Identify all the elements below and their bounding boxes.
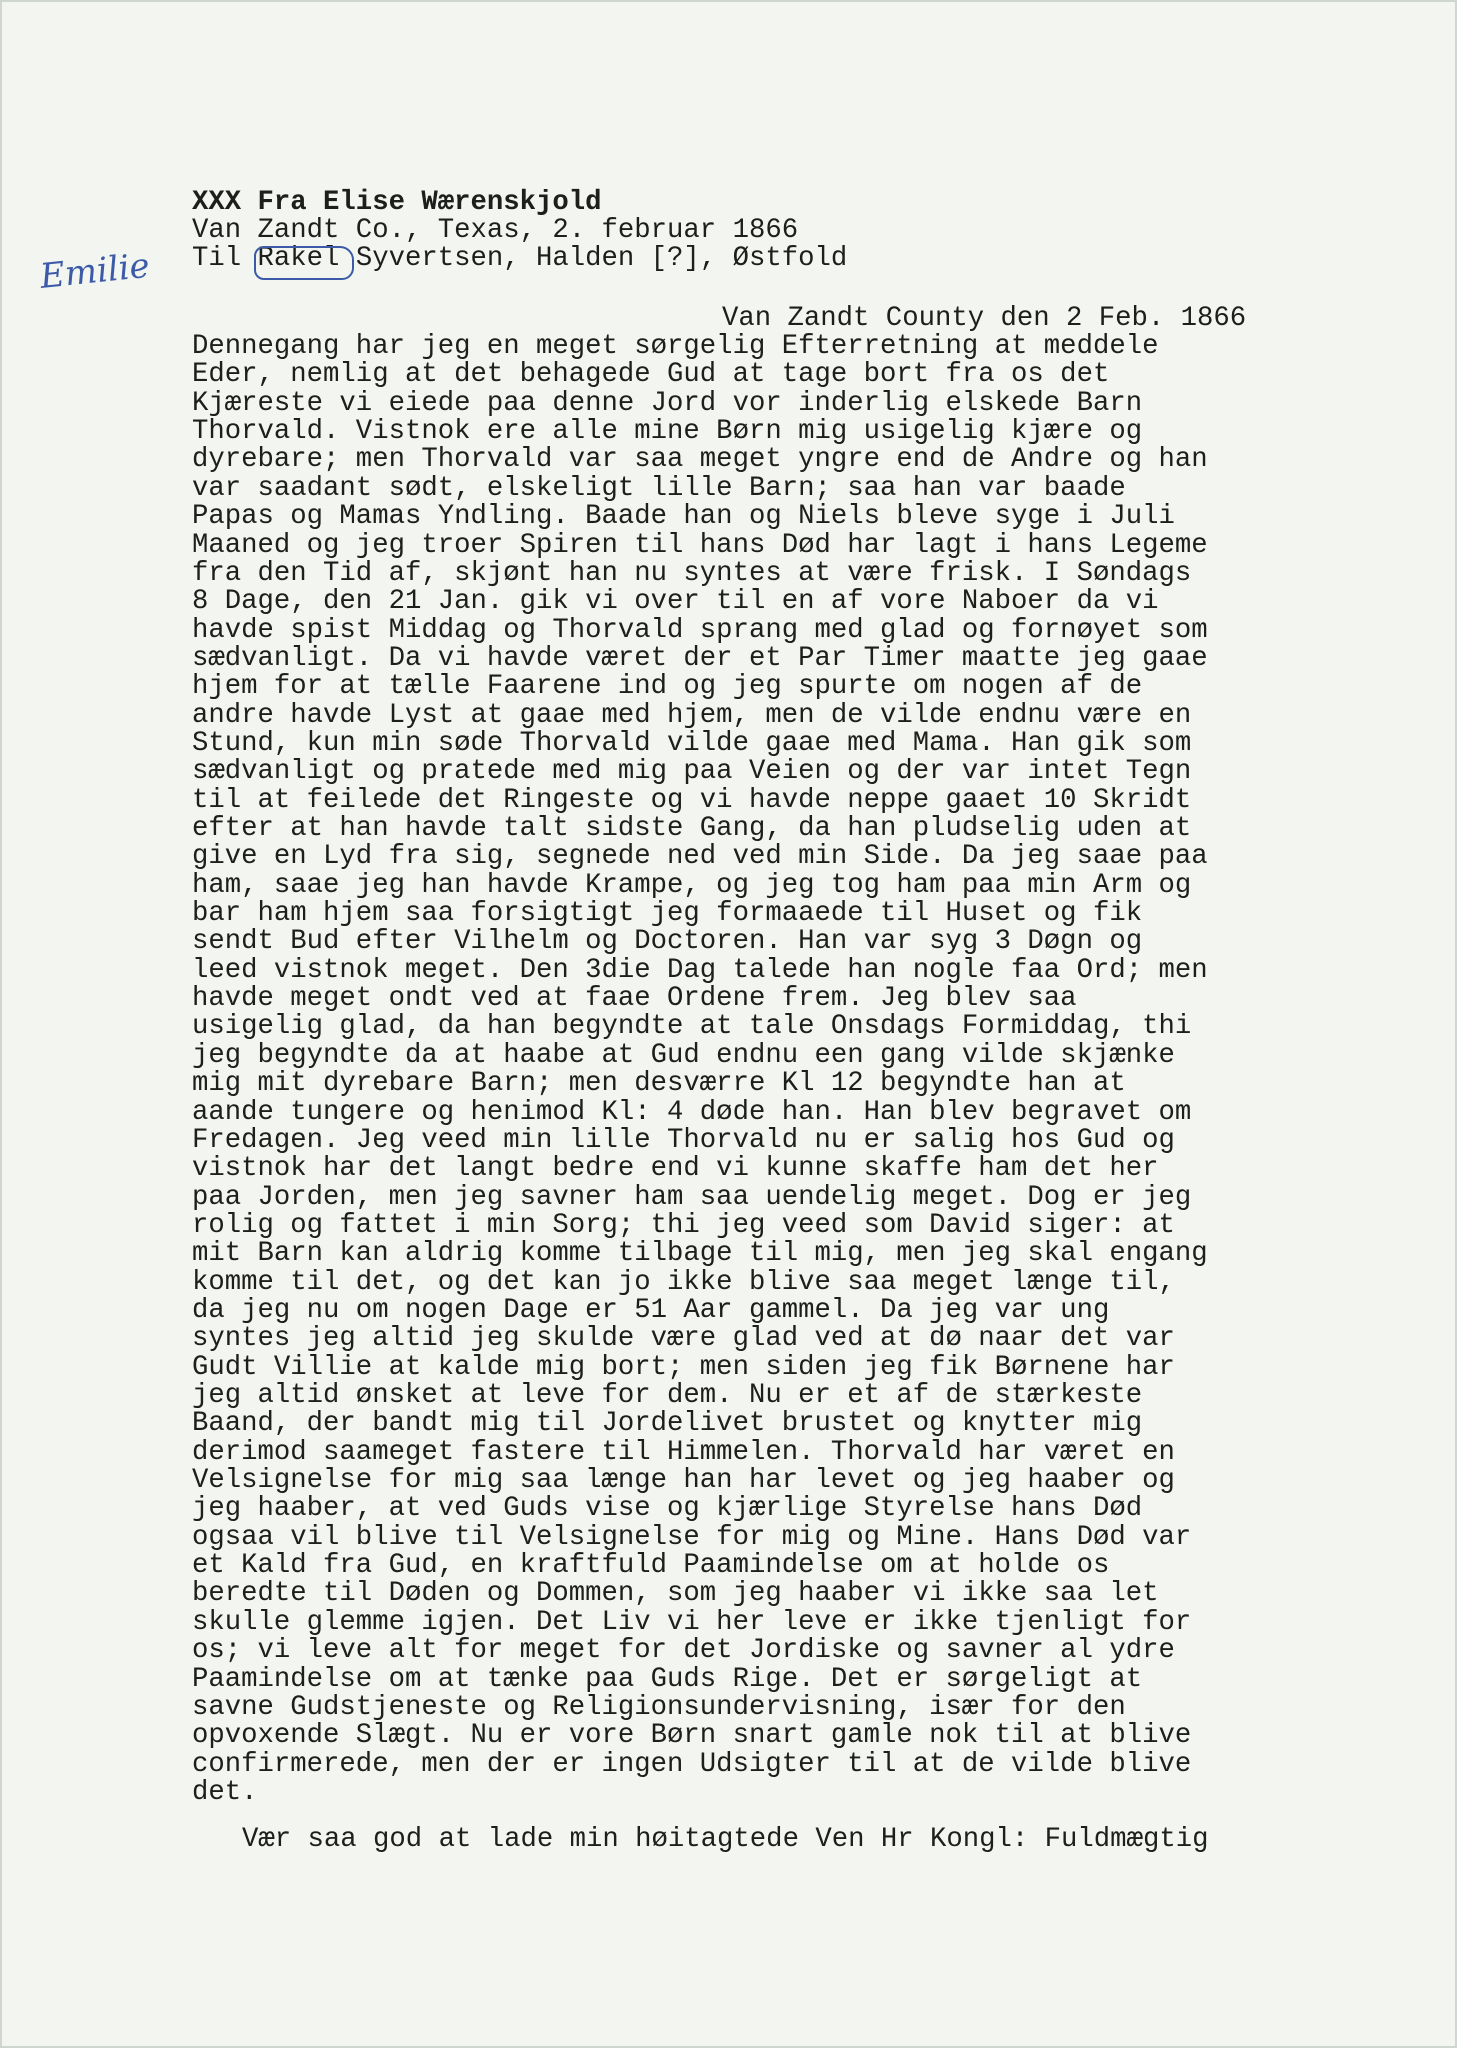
letter-line: skulle glemme igjen. Det Liv vi her leve er ikke tjenligt for [192, 1606, 1192, 1638]
letter-line: jeg begyndte da at haabe at Gud endnu een gang vilde skjænke [192, 1039, 1175, 1071]
place-date-line: Van Zandt Co., Texas, 2. februar 1866 [192, 215, 799, 246]
letter-line: fra den Tid af, skjønt han nu syntes at være frisk. I Søndags [192, 557, 1192, 589]
handwritten-note: Emilie [38, 246, 152, 297]
recipient-name: Rakel [257, 243, 340, 274]
letter-line: Stund, kun min søde Thorvald vilde gaae med Mama. Han gik som [192, 727, 1192, 759]
letter-line: aande tungere og henimod Kl: 4 døde han. Han blev begravet om [192, 1096, 1192, 1128]
letter-line: opvoxende Slægt. Nu er vore Børn snart gamle nok til at blive [192, 1720, 1192, 1752]
letter-line: savne Gudstjeneste og Religionsundervisning, især for den [192, 1691, 1126, 1723]
letter-line: give en Lyd fra sig, segnede ned ved min Side. Da jeg saae paa [192, 841, 1208, 873]
letter-line: var saadant sødt, elskeligt lille Barn; saa han var baade [192, 472, 1126, 504]
letter-line: sædvanligt og pratede med mig paa Veien og der var intet Tegn [192, 756, 1192, 788]
letter-line: mig mit dyrebare Barn; men desværre Kl 12 begyndte han at [192, 1068, 1126, 1100]
letter-line: os; vi leve alt for meget for det Jordiske og savner al ydre [192, 1635, 1175, 1667]
recipient-prefix: Til [192, 243, 258, 274]
letter-line: Velsignelse for mig saa længe han har levet og jeg haaber og [192, 1465, 1175, 1496]
letter-line: havde meget ondt ved at faae Ordene frem. Jeg blev saa [192, 983, 1077, 1015]
letter-line: til at feilede det Ringeste og vi havde neppe gaaet 10 Skridt [192, 784, 1192, 816]
letter-line: Dennegang har jeg en meget sørgelig Efterretning at meddele [192, 331, 1159, 362]
letter-line: jeg altid ønsket at leve for dem. Nu er et af de stærkeste [192, 1380, 1143, 1411]
letter-line: Maaned og jeg troer Spiren til hans Død har lagt i hans Legeme [192, 529, 1208, 561]
handwritten-annotation [38, 246, 163, 298]
letter-line: et Kald fra Gud, en kraftfuld Paamindelse om at holde os [192, 1550, 1110, 1581]
letter-line: usigelig glad, da han begyndte at tale Onsdags Formiddag, thi [192, 1011, 1192, 1043]
recipient-rest: Syvertsen, Halden [?], Østfold [339, 243, 848, 274]
letter-line: 8 Dage, den 21 Jan. gik vi over til en af vore Naboer da vi [192, 586, 1159, 618]
letter-line: det. [192, 1776, 258, 1808]
letter-line: derimod saameget fastere til Himmelen. Thorvald har været en [192, 1436, 1175, 1468]
letter-line: rolig og fattet i min Sorg; thi jeg veed som David siger: at [192, 1209, 1175, 1241]
letter-line: paa Jorden, men jeg savner ham saa uendelig meget. Dog er jeg [192, 1181, 1192, 1213]
letter-line: da jeg nu om nogen Dage er 51 Aar gammel. Da jeg var ung [192, 1294, 1110, 1326]
letter-line: sædvanligt. Da vi havde været der et Par Timer maatte jeg gaae [192, 642, 1208, 674]
letter-line: sendt Bud efter Vilhelm og Doctoren. Han var syg 3 Døgn og [192, 926, 1143, 958]
letter-line: bar ham hjem saa forsigtigt jeg formaaede til Huset og fik [192, 898, 1143, 929]
document-title: XXX Fra Elise Wærenskjold [192, 187, 602, 218]
letter-line: Paamindelse om at tænke paa Guds Rige. Det er sørgeligt at [192, 1663, 1143, 1695]
letter-dateline: Van Zandt County den 2 Feb. 1866 [722, 303, 1247, 334]
letter-line: mit Barn kan aldrig komme tilbage til mig, men jeg skal engang [192, 1238, 1208, 1270]
letter-line: ham, saae jeg han havde Krampe, og jeg tog ham paa min Arm og [192, 869, 1192, 901]
letter-line: ogsaa vil blive til Velsignelse for mig og Mine. Hans Død var [192, 1521, 1192, 1553]
letter-line: Eder, nemlig at det behagede Gud at tage bort fra os det [192, 359, 1110, 391]
letter-line: confirmerede, men der er ingen Udsigter til at de vilde blive [192, 1748, 1192, 1780]
letter-line: komme til det, og det kan jo ikke blive saa meget længe til, [192, 1266, 1175, 1298]
letter-line: syntes jeg altid jeg skulde være glad ved at dø naar det var [192, 1323, 1175, 1355]
letter-line: hjem for at tælle Faarene ind og jeg spurte om nogen af de [192, 671, 1143, 703]
letter-line: jeg haaber, at ved Guds vise og kjærlige Styrelse hans Død [192, 1493, 1143, 1525]
letter-last-line: Vær saa god at lade min høitagtede Ven Hr Kongl: Fuldmægtig [242, 1824, 1209, 1855]
letter-line: Baand, der bandt mig til Jordelivet brustet og knytter mig [192, 1408, 1143, 1440]
letter-line: Papas og Mamas Yndling. Baade han og Niels bleve syge i Juli [192, 501, 1175, 533]
handwritten-circle-mark [254, 246, 354, 280]
letter-line: efter at han havde talt sidste Gang, da han pludselig uden at [192, 813, 1192, 844]
letter-line: beredte til Døden og Dommen, som jeg haaber vi ikke saa let [192, 1578, 1159, 1610]
letter-line: Thorvald. Vistnok ere alle mine Børn mig usigelig kjære og [192, 416, 1143, 448]
letter-line: Fredagen. Jeg veed min lille Thorvald nu er salig hos Gud og [192, 1124, 1175, 1156]
letter-line: Gudt Villie at kalde mig bort; men siden jeg fik Børnene har [192, 1351, 1175, 1383]
letter-line: andre havde Lyst at gaae med hjem, men de vilde endnu være en [192, 699, 1192, 731]
letter-line: leed vistnok meget. Den 3die Dag talede han nogle faa Ord; men [192, 954, 1208, 986]
letter-line: Kjæreste vi eiede paa denne Jord vor inderlig elskede Barn [192, 387, 1143, 419]
letter-line: vistnok har det langt bedre end vi kunne skaffe ham det her [192, 1153, 1159, 1185]
letter-line: dyrebare; men Thorvald var saa meget yngre end de Andre og han [192, 444, 1208, 476]
letter-line: havde spist Middag og Thorvald sprang med glad og fornøyet som [192, 614, 1208, 646]
